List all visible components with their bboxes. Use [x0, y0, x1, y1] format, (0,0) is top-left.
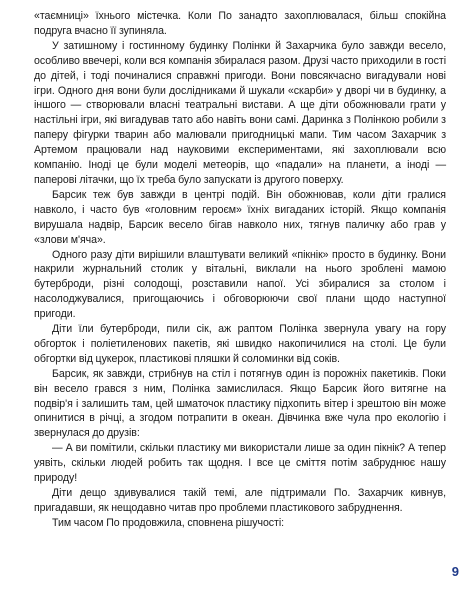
paragraph-8: Діти дещо здивувалися такій темі, але підтримали По. Захарчик кивнув, пригадавши, як нещодавно читав про проблеми пластикового забруднення.	[34, 487, 446, 514]
paragraph-4: Одного разу діти вирішили влаштувати великий «пікнік» просто в будинку. Вони накрили журнальний столик у вітальні, виклали на нього зроблені мамою бутерброди, різні солодощі, розставили напої. Усі збиралися за столом і насолоджувалися, пригощаючись і обговорюючи свої плани щодо наступної пригоди.	[34, 248, 446, 321]
paragraph-6: Барсик, як завжди, стрибнув на стіл і потягнув один із порожніх пакетиків. Поки він весело грався з ним, Полінка замислилася. Якщо Барсик його витягне на подвір'я і залишить там, цей шматочок пластику підхопить вітер і зрештою він може опинитися в річці, а згодом потрапити в океан. Дівчинка вже чула про екологію і звернулася до друзів:	[34, 367, 446, 440]
paragraph-9: Тим часом По продовжила, сповнена рішучості:	[52, 516, 285, 529]
paragraph-2: У затишному і гостинному будинку Полінки й Захарчика було завжди весело, особливо ввечері, коли вся компанія збиралася разом. Друзі часто приходили в гості до дітей, і тоді починалися справжні пригоди. Вони повсякчасно вигадували нові ігри. Одного дня вони були дослідниками й шукали «скарби» у дворі чи в будинку, а іншого — створювали власні театральні вистави. А ще діти обожнювали грати у настільні ігри, які вигадував тато або навіть вони самі. Даринка з Полінкою робили з паперу фігурки тварин або малювали пригодницькі мапи. Тим часом Захарчик з Артемом працювали над науковими експериментами, які захоплювали всю компанію. Іноді це були моделі метеорів, що «падали» на планети, а іноді — паперові літачки, що їх треба було запускати із другого поверху.	[34, 39, 446, 186]
document-page	[34, 9, 446, 531]
paragraph-1: «таємниці» їхнього містечка. Коли По занадто захоплювалася, більш спокійна подруга вчасно її зупиняла.	[34, 10, 446, 37]
paragraph-7: — А ви помітили, скільки пластику ми використали лише за один пікнік? А тепер уявіть, скільки людей робить так щодня. І все це сміття потім забруднює нашу природу!	[34, 442, 446, 485]
paragraph-5: Діти їли бутерброди, пили сік, аж раптом Полінка звернула увагу на гору обгорток і поліетиленових пакетів, які швидко накопичилися на столі. Це були обгортки від цукерок, пластикові пляшки й соломинки від соків.	[34, 323, 446, 365]
paragraph-3: Барсик теж був завжди в центрі подій. Він обожнював, коли діти гралися навколо, і часто був «головним героєм» їхніх вигаданих історій. Якщо компанія вирушала надвір, Барсик весело бігав навколо них, тягнув паличку або грав у «злови м'яча».	[34, 188, 446, 246]
page-number: 9	[451, 564, 459, 579]
